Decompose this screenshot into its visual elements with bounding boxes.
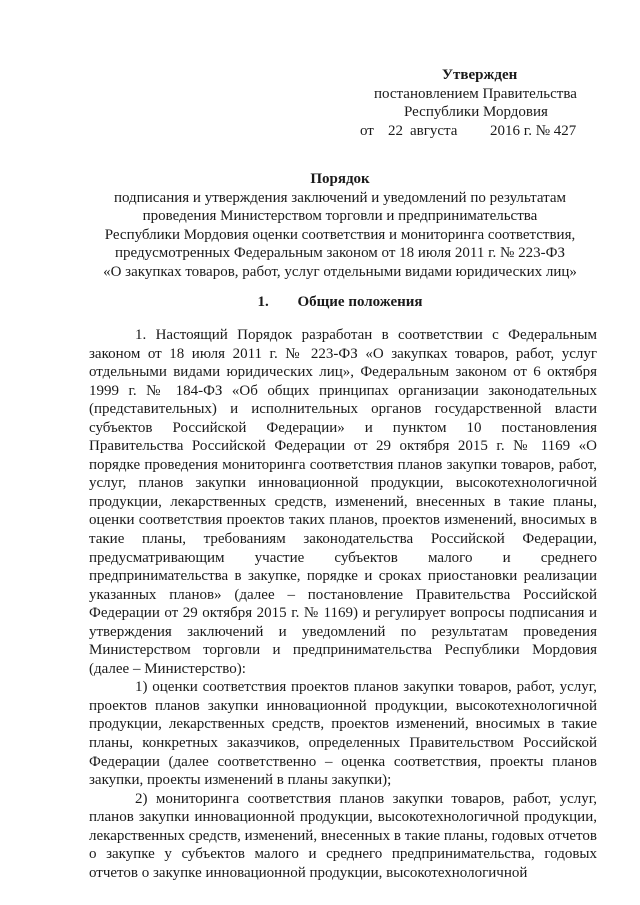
approval-date: от 22 августа 2016 г. № 427 bbox=[360, 122, 577, 139]
title-line: подписания и утверждения заключений и уведомлений по результатам bbox=[113, 189, 567, 206]
date-from: от bbox=[360, 122, 374, 139]
title-line: проведения Министерством торговли и предпринимательства bbox=[142, 208, 538, 225]
list-item: 2) мониторинга соответствия планов закупки товаров, работ, услуг, планов закупки инновационной продукции, высокотехнологичной продукции, лекарственных средств, изменений, внесенных в такие планы, годовых отчетов о закупке у субъектов малого и среднего предпринимательства, годовых отчетов о закупке инновационной продукции, высокотехнологичной bbox=[89, 790, 597, 881]
approval-by: постановлением Правительства bbox=[374, 85, 577, 102]
section-title: Общие положения bbox=[297, 294, 423, 310]
paragraph: 1. Настоящий Порядок разработан в соответствии с Федеральным законом от 18 июля 2011 г. № 223-ФЗ «О закупках товаров, работ, услуг отдельными видами юридических лиц», Федеральным законом от 6 октября 1999 г. № 184-ФЗ «Об общих принципах организации законодательных (представительных) и исполнительных органов государственной власти субъектов Российской Федерации» и пунктом 10 постановления Правительства Российской Федерации от 29 октября 2015 г. № 1169 «О порядке проведения мониторинга соответствия планов закупки товаров, работ, услуг, планов закупки инновационной продукции, высокотехнологичной продукции, лекарственных средств, изменений, внесенных в такие планы, оценки соответствия проектов таких планов, проектов изменений, вносимых в такие планы, требованиям законодательства Российской Федерации, предусматривающим участие субъектов малого и среднего предпринимательства в закупке, порядке и сроках приостановки реализации указанных планов» (далее – постановление Правительства Российской Федерации от 29 октября 2015 г. № 1169) и регулирует вопросы подписания и утверждения заключений и уведомлений по результатам проведения Министерством торговли и предпринимательства Республики Мордовия (далее – Министерство): bbox=[89, 327, 597, 677]
document-title: Порядок bbox=[310, 171, 370, 187]
document-title-block bbox=[80, 170, 600, 282]
list-item: 1) оценки соответствия проектов планов закупки товаров, работ, услуг, проектов планов закупки инновационной продукции, высокотехнологичной продукции, лекарственных средств, проектов изменений, вносимых в такие планы, конкретных заказчиков, определенных Правительством Российской Федерации (далее соответственно – оценка соответствия, проекты планов закупки, проекты изменений в планы закупки); bbox=[89, 679, 597, 789]
section-heading bbox=[80, 294, 600, 311]
approval-stamp bbox=[360, 66, 610, 140]
document-body bbox=[89, 326, 597, 882]
section-number: 1. bbox=[257, 294, 269, 310]
approval-title: Утвержден bbox=[442, 67, 518, 83]
date-month: августа bbox=[410, 122, 458, 139]
title-line: «О закупках товаров, работ, услуг отдельными видами юридических лиц» bbox=[103, 263, 577, 280]
approval-republic: Республики Мордовия bbox=[404, 104, 548, 120]
date-day: 22 bbox=[388, 122, 403, 139]
title-line: Республики Мордовия оценки соответствия и мониторинга соответствия, bbox=[104, 226, 576, 243]
title-line: предусмотренных Федеральным законом от 18 июля 2011 г. № 223-ФЗ bbox=[115, 245, 565, 262]
